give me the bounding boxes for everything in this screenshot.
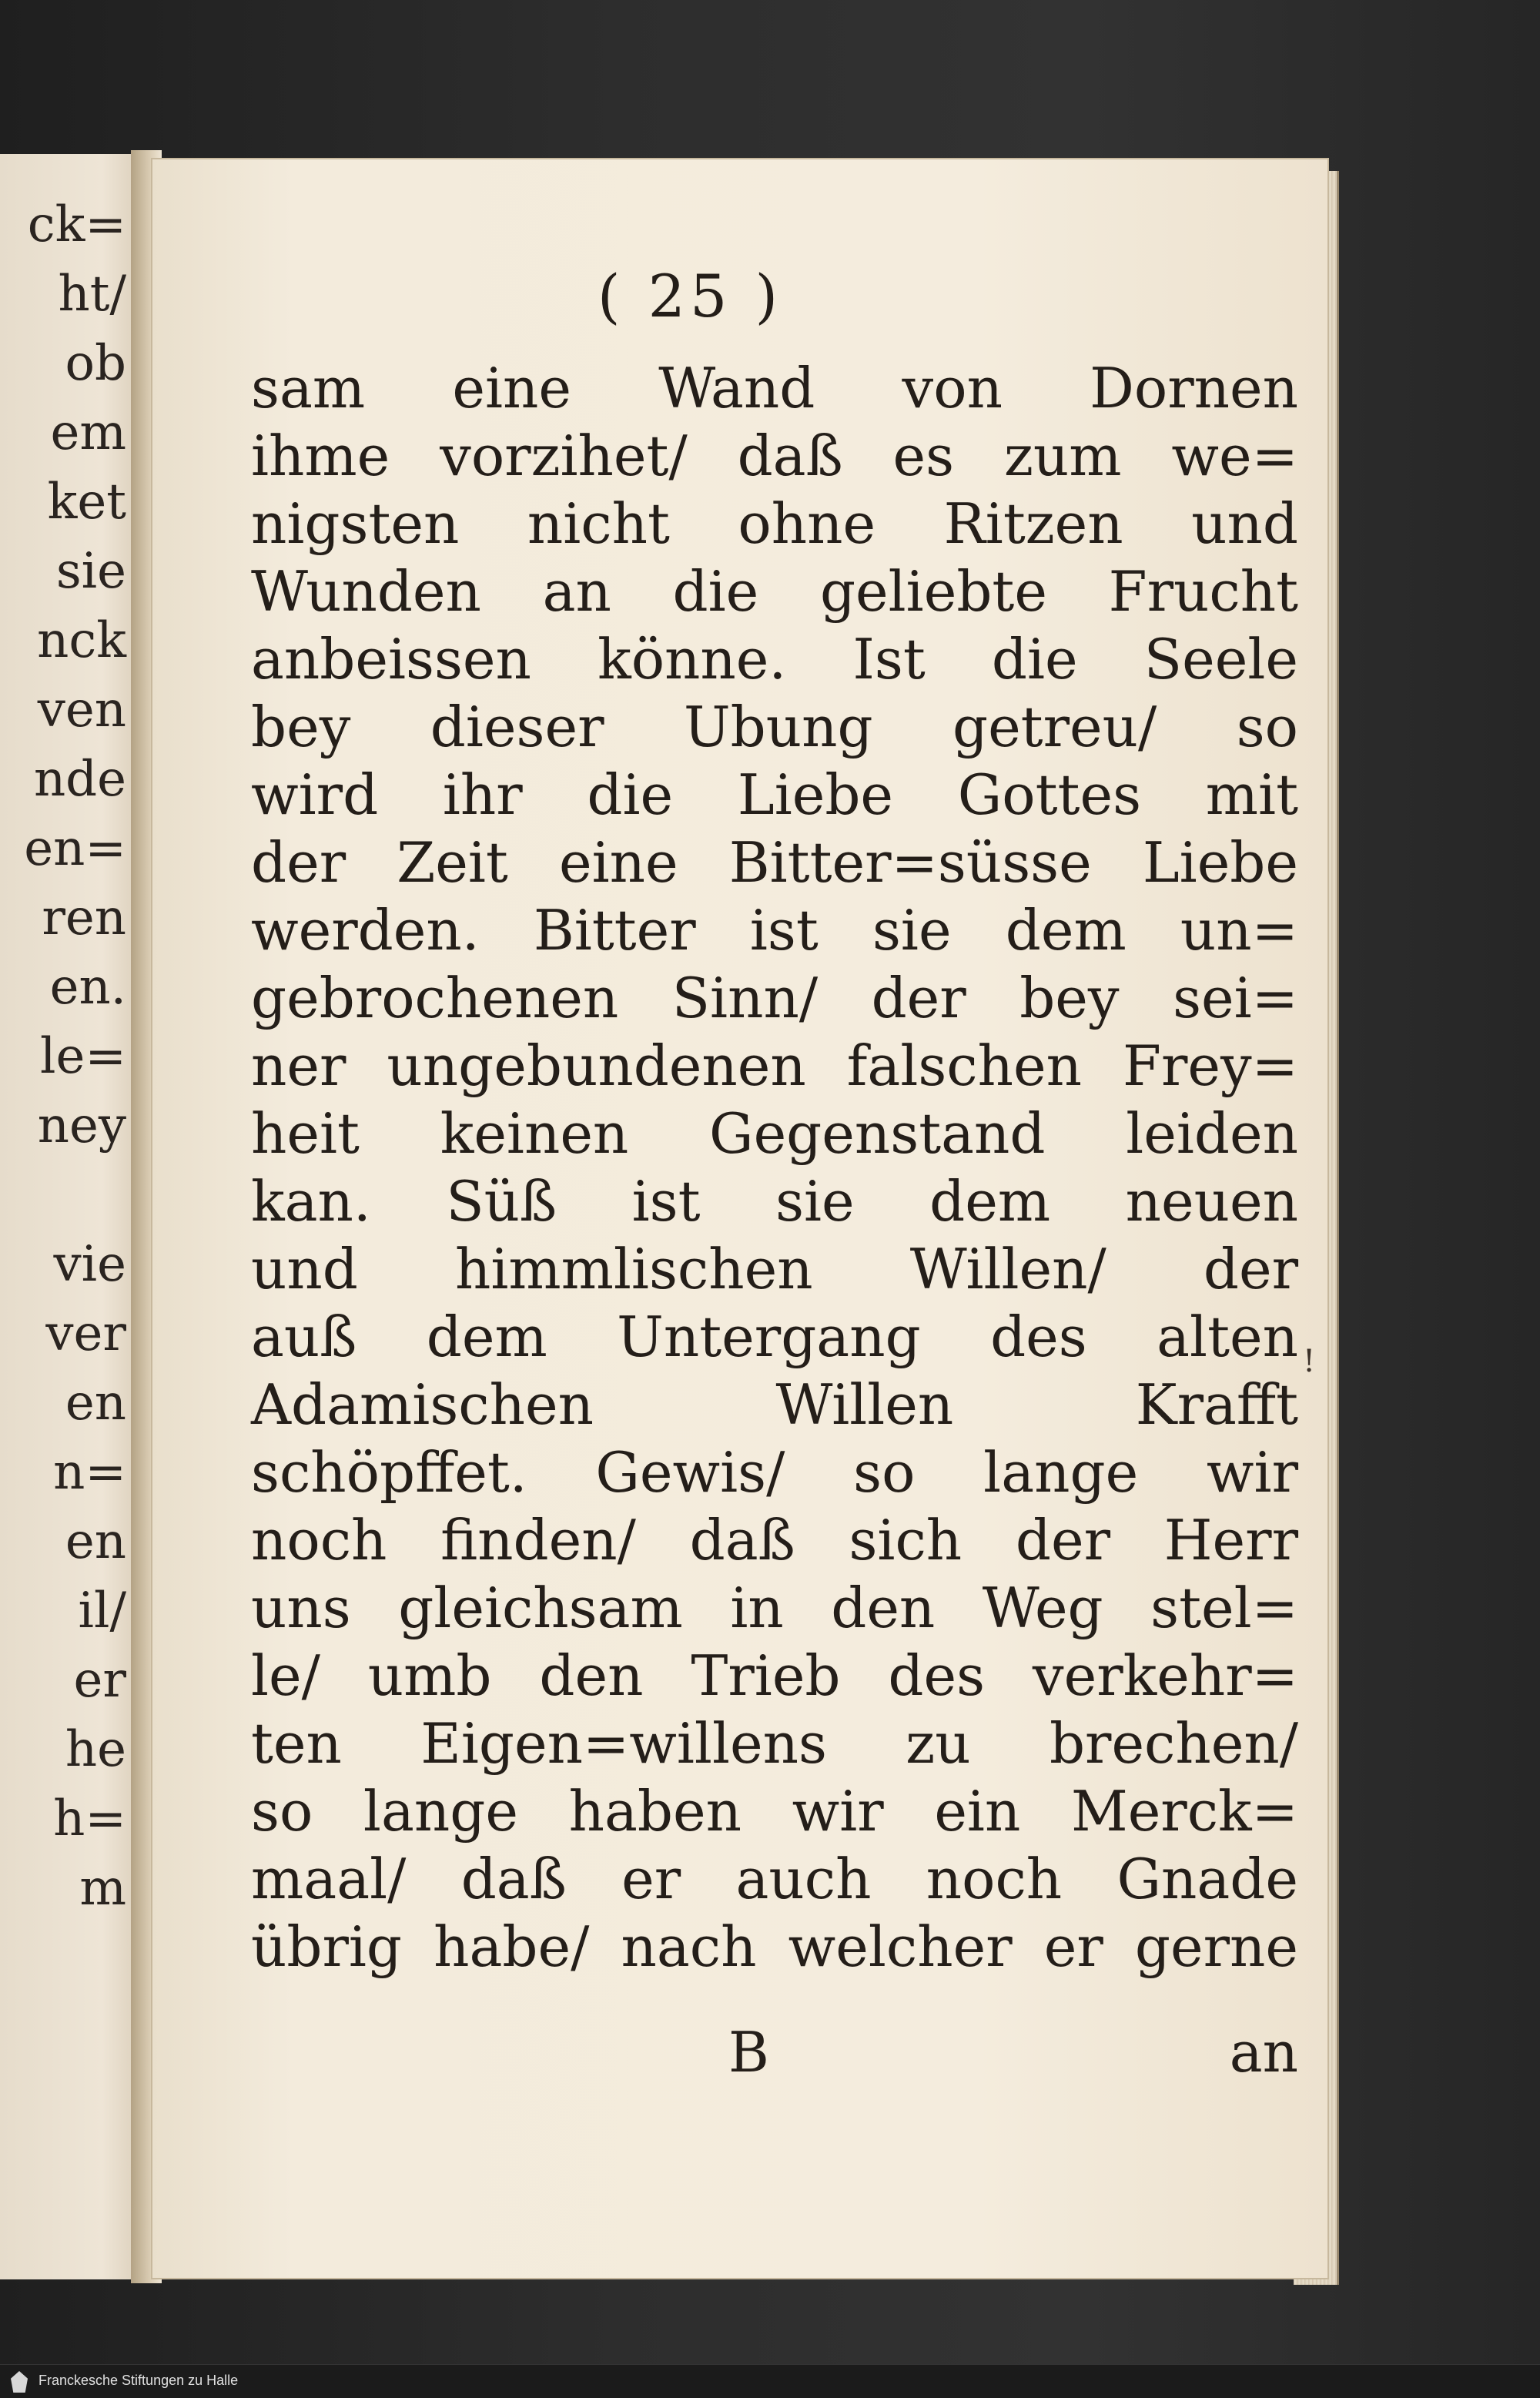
left-page-text-fragment: en. (49, 959, 126, 1016)
text-line: Wunden an die geliebte Frucht (251, 559, 1298, 624)
text-line: werden. Bitter ist sie dem un= (251, 898, 1298, 963)
text-line: auß dem Untergang des alten (251, 1304, 1298, 1369)
left-page-text-fragment: ver (45, 1305, 126, 1362)
left-page-text-fragment: en= (24, 820, 126, 877)
page-text-block (251, 354, 1298, 1981)
left-page-text-fragment: ht/ (58, 266, 126, 323)
text-line: anbeissen könne. Ist die Seele (251, 627, 1298, 692)
signature-mark: B (728, 2020, 769, 2085)
left-page-text-fragment: ck= (27, 196, 126, 253)
text-line: wird ihr die Liebe Gottes mit (251, 762, 1298, 827)
text-line: ner ungebundenen falschen Frey= (251, 1033, 1298, 1098)
text-line: ihme vorzihet/ daß es zum we= (251, 424, 1298, 488)
text-line: sam eine Wand von Dornen (251, 356, 1298, 420)
text-line: ten Eigen=willens zu brechen/ (251, 1711, 1298, 1776)
page-number: ( 25 ) (597, 262, 783, 330)
left-page-text-fragment: le= (40, 1028, 126, 1085)
left-page-text-fragment: er (73, 1652, 126, 1709)
left-page-text-fragment: nde (33, 751, 126, 808)
left-facing-page (0, 154, 148, 2279)
left-page-text-fragment: em (50, 404, 126, 461)
text-line: bey dieser Ubung getreu/ so (251, 695, 1298, 759)
right-page (151, 158, 1329, 2279)
text-line: schöpffet. Gewis/ so lange wir (251, 1440, 1298, 1505)
text-line: le/ umb den Trieb des verkehr= (251, 1643, 1298, 1708)
left-page-text-fragment: m (79, 1860, 126, 1917)
text-line: der Zeit eine Bitter=süsse Liebe (251, 830, 1298, 895)
left-page-text-fragment: il/ (78, 1582, 126, 1639)
left-page-text-fragment: n= (53, 1444, 126, 1501)
text-line: Adamischen Willen Krafft (251, 1372, 1298, 1437)
left-page-text-fragment: ney (37, 1097, 126, 1154)
left-page-text-fragment: h= (53, 1790, 126, 1847)
footer-credit: Franckesche Stiftungen zu Halle (38, 2373, 239, 2388)
text-line: maal/ daß er auch noch Gnade (251, 1847, 1298, 1911)
text-line: und himmlischen Willen/ der (251, 1237, 1298, 1301)
left-page-text-fragment: ob (65, 335, 126, 392)
left-page-text-fragment: en (65, 1513, 126, 1570)
margin-mark: ! (1303, 1344, 1316, 1379)
left-page-text-fragment: vie (53, 1236, 126, 1293)
institution-logo-icon (11, 2371, 28, 2393)
text-line: übrig habe/ nach welcher er gerne (251, 1914, 1298, 1979)
footer-bar (0, 2364, 1540, 2398)
text-line: so lange haben wir ein Merck= (251, 1779, 1298, 1844)
text-line: nigsten nicht ohne Ritzen und (251, 491, 1298, 556)
left-page-text-fragment: ket (47, 474, 126, 531)
left-page-text-fragment: ven (37, 682, 126, 738)
page-footer-row (251, 2014, 1298, 2091)
catchword: an (1229, 2020, 1298, 2085)
text-line: heit keinen Gegenstand leiden (251, 1101, 1298, 1166)
text-line: kan. Süß ist sie dem neuen (251, 1169, 1298, 1234)
left-page-text-fragment: nck (37, 612, 126, 669)
left-page-text-fragment: sie (55, 543, 126, 600)
text-line: uns gleichsam in den Weg stel= (251, 1576, 1298, 1640)
text-line: noch finden/ daß sich der Herr (251, 1508, 1298, 1572)
left-page-text-fragment: ren (42, 889, 126, 946)
left-page-text-fragment: en (65, 1375, 126, 1432)
text-line: gebrochenen Sinn/ der bey sei= (251, 966, 1298, 1030)
left-page-text-fragment: he (65, 1721, 126, 1778)
